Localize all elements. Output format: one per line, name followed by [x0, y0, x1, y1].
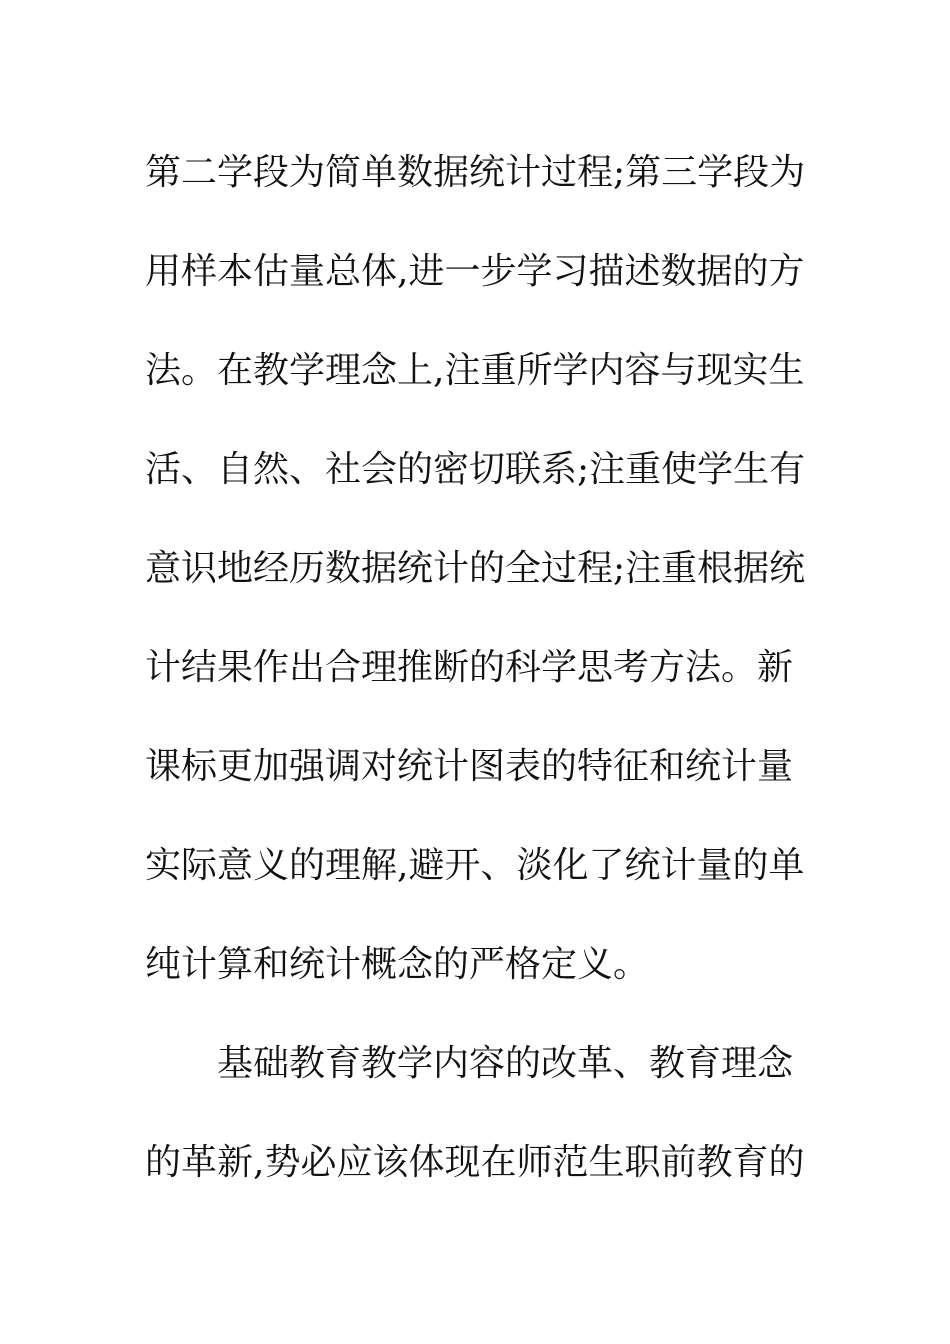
text-line: 用样本估量总体,进一步学习描述数据的方: [145, 251, 805, 292]
text-line: 第二学段为简单数据统计过程;第三学段为: [145, 152, 806, 193]
body-text: [145, 123, 805, 1212]
text-line: 计结果作出合理推断的科学思考方法。新: [145, 647, 794, 688]
text-line: 的革新,势必应该体现在师范生职前教育的: [145, 1142, 805, 1183]
text-line: 意识地经历数据统计的全过程;注重根据统: [145, 548, 806, 589]
paragraph-start-line: 基础教育教学内容的改革、教育理念: [217, 1043, 794, 1084]
text-line: 纯计算和统计概念的严格定义。: [145, 944, 650, 985]
text-line: 活、自然、社会的密切联系;注重使学生有: [145, 449, 806, 490]
text-line: 实际意义的理解,避开、淡化了统计量的单: [145, 845, 805, 886]
text-line: 法。在教学理念上,注重所学内容与现实生: [145, 350, 805, 391]
text-line: 课标更加强调对统计图表的特征和统计量: [145, 746, 794, 787]
